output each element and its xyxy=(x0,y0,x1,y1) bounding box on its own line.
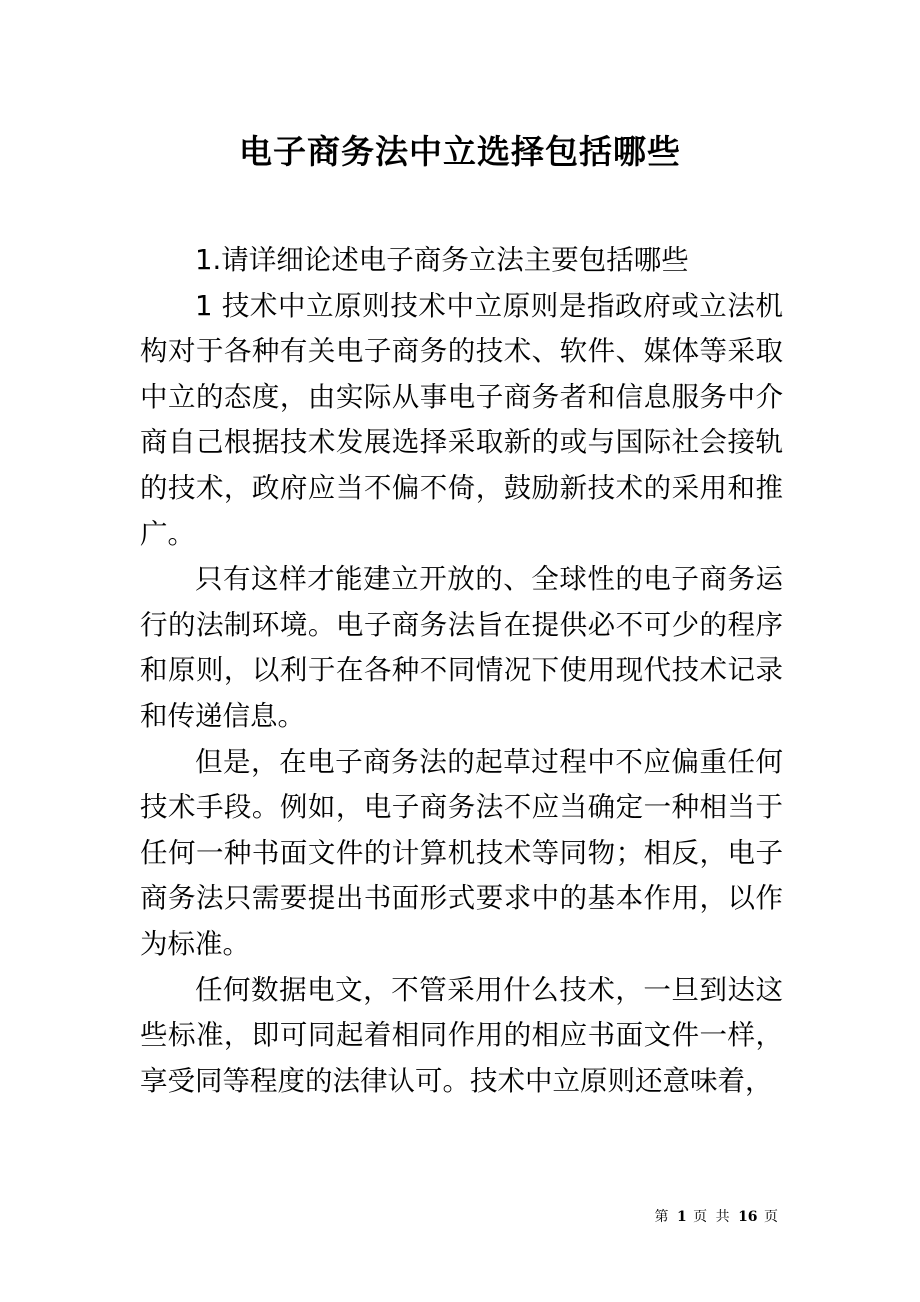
paragraph-3: 只有这样才能建立开放的、全球性的电子商务运行的法制环境。电子商务法旨在提供必不可少的程序和原则，以利于在各种不同情况下使用现代技术记录和传递信息。 xyxy=(140,563,783,732)
footer-page-number: 1 xyxy=(676,1209,687,1225)
paragraph-1: 1.请详细论述电子商务立法主要包括哪些 xyxy=(195,244,689,276)
footer-prefix: 第 xyxy=(654,1209,671,1225)
document-body xyxy=(140,238,783,1104)
paragraph-2: 1 技术中立原则技术中立原则是指政府或立法机构对于各种有关电子商务的技术、软件、媒体等采取中立的态度，由实际从事电子商务者和信息服务中介商自己根据技术发展选择采取新的或与国际社会接轨的技术，政府应当不偏不倚，鼓励新技术的采用和推广。 xyxy=(140,289,783,550)
paragraph-4: 但是，在电子商务法的起草过程中不应偏重任何技术手段。例如，电子商务法不应当确定一种相当于任何一种书面文件的计算机技术等同物；相反，电子商务法只需要提出书面形式要求中的基本作用，以作为标准。 xyxy=(140,745,783,960)
footer-middle: 页 共 xyxy=(693,1209,732,1225)
footer-suffix: 页 xyxy=(764,1209,780,1225)
page-footer xyxy=(655,1207,781,1227)
footer-total-pages: 16 xyxy=(738,1209,758,1225)
document-title: 电子商务法中立选择包括哪些 xyxy=(239,132,681,171)
paragraph-5: 任何数据电文，不管采用什么技术，一旦到达这些标准，即可同起着相同作用的相应书面文件一样，享受同等程度的法律认可。技术中立原则还意味着， xyxy=(140,973,783,1097)
